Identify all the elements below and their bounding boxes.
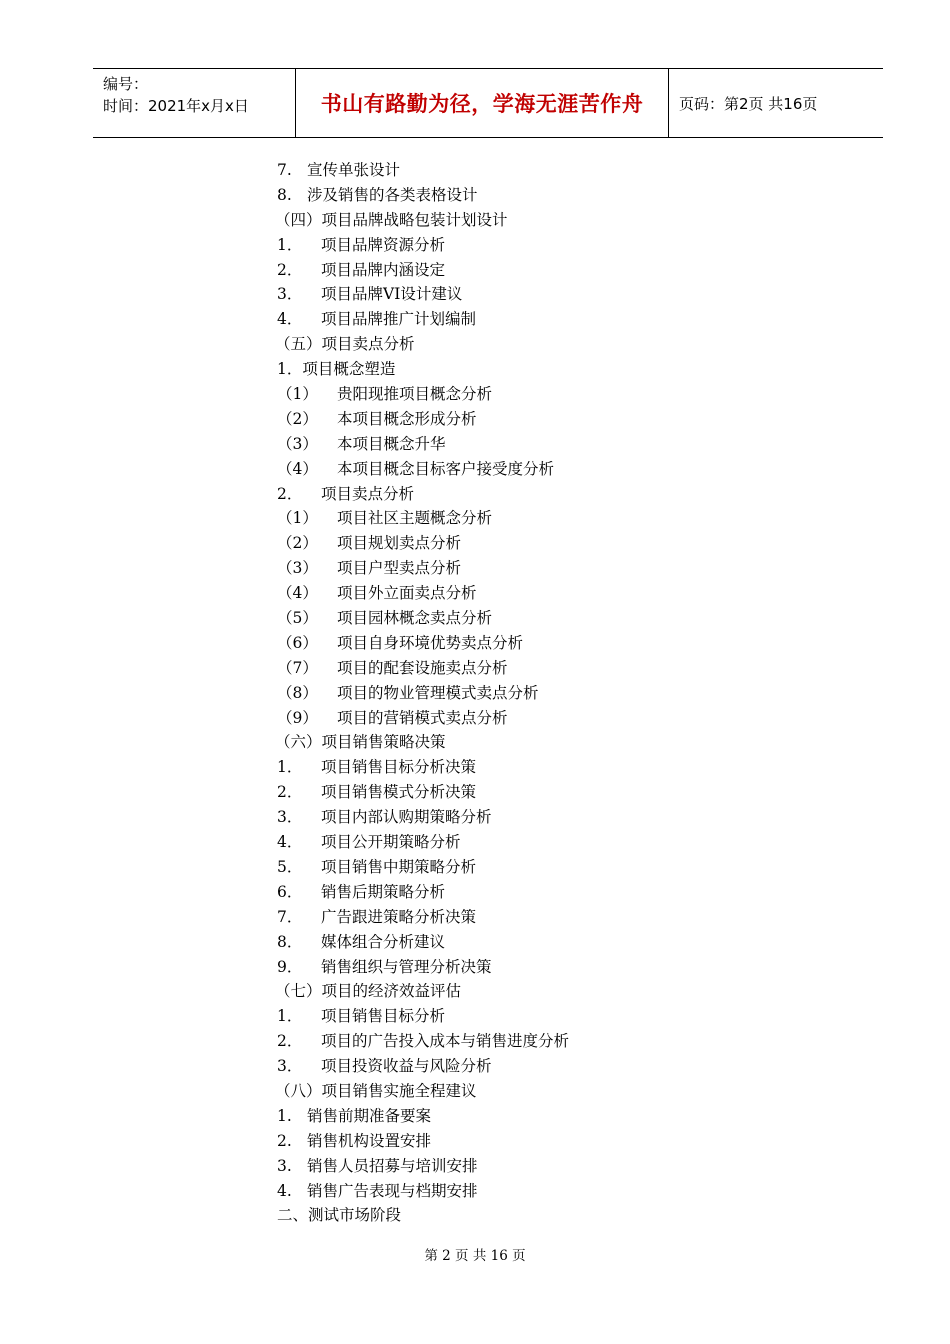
outline-number: 1．	[277, 758, 303, 777]
outline-line	[277, 656, 877, 681]
outline-number: 2．	[277, 260, 303, 279]
outline-number: 2．	[277, 1032, 303, 1051]
outline-text: 项目园林概念卖点分析	[337, 609, 493, 628]
outline-text: 涉及销售的各类表格设计	[307, 185, 478, 204]
outline-number: （2）	[277, 409, 318, 428]
outline-line	[275, 1079, 877, 1104]
outline-number: （4）	[277, 584, 318, 603]
outline-number: 2．	[277, 783, 303, 802]
outline-text: 项目的配套设施卖点分析	[337, 658, 508, 677]
outline-text: 项目的物业管理模式卖点分析	[337, 683, 539, 702]
outline-text: 项目销售中期策略分析	[321, 857, 477, 876]
outline-number: 4．	[277, 310, 303, 329]
outline-line	[277, 531, 877, 556]
outline-number: 8．	[277, 932, 303, 951]
footer-page-number: 第 2 页 共 16 页	[424, 1248, 526, 1264]
header-motto-cell	[295, 69, 669, 137]
outline-text: 项目规划卖点分析	[337, 534, 462, 553]
outline-text: 销售组织与管理分析决策	[321, 957, 492, 976]
outline-line	[277, 755, 877, 780]
header-page-info-cell	[669, 69, 883, 137]
outline-number: 3.	[277, 1156, 292, 1175]
outline-text: （七）项目的经济效益评估	[275, 982, 462, 1001]
outline-text: 二、测试市场阶段	[277, 1206, 402, 1225]
outline-line	[277, 955, 877, 980]
outline-number: 6．	[277, 882, 303, 901]
header-page-info: 页码：第2页 共16页	[679, 94, 818, 113]
outline-line	[277, 556, 877, 581]
outline-text: 宣传单张设计	[307, 161, 401, 179]
doc-time-label: 时间：2021年x月x日	[103, 97, 249, 115]
outline-number: 2.	[277, 1131, 292, 1150]
outline-text: 1．项目概念塑造	[277, 360, 396, 379]
outline-line	[277, 930, 877, 955]
outline-text: 项目销售目标分析决策	[321, 758, 477, 777]
outline-number: （1）	[277, 509, 318, 528]
outline-text: （六）项目销售策略决策	[275, 733, 446, 752]
outline-number: 5．	[277, 857, 303, 876]
outline-line	[277, 1129, 877, 1154]
outline-text: 销售前期准备要案	[307, 1106, 432, 1125]
outline-line	[277, 506, 877, 531]
outline-number: （3）	[277, 559, 318, 578]
outline-line	[277, 407, 877, 432]
outline-number: （6）	[277, 633, 318, 652]
outline-number: 1．	[277, 235, 303, 254]
outline-text: 本项目概念形成分析	[337, 409, 477, 428]
outline-line	[277, 1054, 877, 1079]
outline-line	[277, 1154, 877, 1179]
outline-line	[277, 780, 877, 805]
outline-line	[277, 1104, 877, 1129]
outline-line	[277, 432, 877, 457]
outline-text: 广告跟进策略分析决策	[321, 907, 477, 926]
outline-text: 销售机构设置安排	[307, 1131, 432, 1150]
outline-text: 项目户型卖点分析	[337, 559, 462, 578]
outline-number: 7.	[277, 161, 292, 179]
outline-line	[277, 382, 877, 407]
page-footer	[0, 1244, 950, 1264]
outline-text: 项目品牌资源分析	[321, 235, 446, 254]
outline-number: 9．	[277, 957, 303, 976]
outline-line	[277, 855, 877, 880]
outline-text: （四）项目品牌战略包装计划设计	[275, 210, 508, 229]
outline-line	[275, 979, 877, 1004]
outline-body	[277, 158, 877, 1228]
outline-line	[277, 258, 877, 283]
outline-line	[275, 332, 877, 357]
outline-number: 3．	[277, 285, 303, 304]
outline-text: 贵阳现推项目概念分析	[337, 385, 493, 404]
outline-line	[277, 1179, 877, 1204]
outline-text: 项目卖点分析	[321, 484, 415, 503]
outline-number: （4）	[277, 459, 318, 478]
outline-number: 2．	[277, 484, 303, 503]
outline-line	[277, 830, 877, 855]
outline-text: 项目的广告投入成本与销售进度分析	[321, 1032, 570, 1051]
outline-line	[277, 233, 877, 258]
outline-number: 4．	[277, 833, 303, 852]
outline-line	[277, 482, 877, 507]
outline-number: 7．	[277, 907, 303, 926]
outline-text: 项目公开期策略分析	[321, 833, 461, 852]
outline-text: 本项目概念升华	[337, 434, 446, 453]
outline-text: 销售后期策略分析	[321, 882, 446, 901]
outline-text: 项目销售模式分析决策	[321, 783, 477, 802]
outline-number: （8）	[277, 683, 318, 702]
outline-text: （八）项目销售实施全程建议	[275, 1081, 477, 1100]
outline-line	[275, 730, 877, 755]
outline-line	[277, 706, 877, 731]
outline-text: 媒体组合分析建议	[321, 932, 446, 951]
outline-number: 4.	[277, 1181, 292, 1200]
outline-line	[277, 905, 877, 930]
outline-text: 销售广告表现与档期安排	[307, 1181, 478, 1200]
outline-number: 8.	[277, 185, 292, 204]
outline-line	[277, 631, 877, 656]
outline-line	[275, 208, 877, 233]
outline-line	[277, 1029, 877, 1054]
outline-line	[277, 606, 877, 631]
outline-number: 1．	[277, 1007, 303, 1026]
outline-text: 本项目概念目标客户接受度分析	[337, 459, 555, 478]
outline-line	[277, 307, 877, 332]
outline-line	[277, 581, 877, 606]
outline-text: 项目内部认购期策略分析	[321, 808, 492, 827]
header-motto: 书山有路勤为径，学海无涯苦作舟	[320, 92, 644, 116]
outline-line	[277, 880, 877, 905]
outline-text: 项目的营销模式卖点分析	[337, 708, 508, 727]
outline-text: 销售人员招募与培训安排	[307, 1156, 478, 1175]
outline-line	[277, 282, 877, 307]
outline-text: 项目销售目标分析	[321, 1007, 446, 1026]
outline-number: （7）	[277, 658, 318, 677]
outline-text: 项目品牌推广计划编制	[321, 310, 477, 329]
outline-text: 项目投资收益与风险分析	[321, 1057, 492, 1076]
outline-line	[277, 158, 877, 183]
outline-number: （5）	[277, 609, 318, 628]
outline-number: 3．	[277, 808, 303, 827]
outline-line	[277, 457, 877, 482]
outline-line	[277, 1004, 877, 1029]
outline-line	[277, 183, 877, 208]
outline-line	[277, 1203, 877, 1228]
outline-number: （2）	[277, 534, 318, 553]
outline-number: 1.	[277, 1106, 292, 1125]
outline-text: （五）项目卖点分析	[275, 335, 415, 354]
outline-number: （9）	[277, 708, 318, 727]
outline-text: 项目社区主题概念分析	[337, 509, 493, 528]
outline-number: （1）	[277, 385, 318, 404]
page-header	[93, 68, 883, 138]
outline-line	[277, 681, 877, 706]
outline-line	[277, 805, 877, 830]
outline-text: 项目品牌内涵设定	[321, 260, 446, 279]
outline-number: （3）	[277, 434, 318, 453]
outline-line	[277, 357, 877, 382]
outline-text: 项目外立面卖点分析	[337, 584, 477, 603]
outline-text: 项目品牌VI设计建议	[321, 285, 463, 304]
doc-code-label: 编号：	[103, 75, 149, 93]
outline-text: 项目自身环境优势卖点分析	[337, 633, 524, 652]
outline-number: 3．	[277, 1057, 303, 1076]
header-meta	[93, 69, 295, 137]
